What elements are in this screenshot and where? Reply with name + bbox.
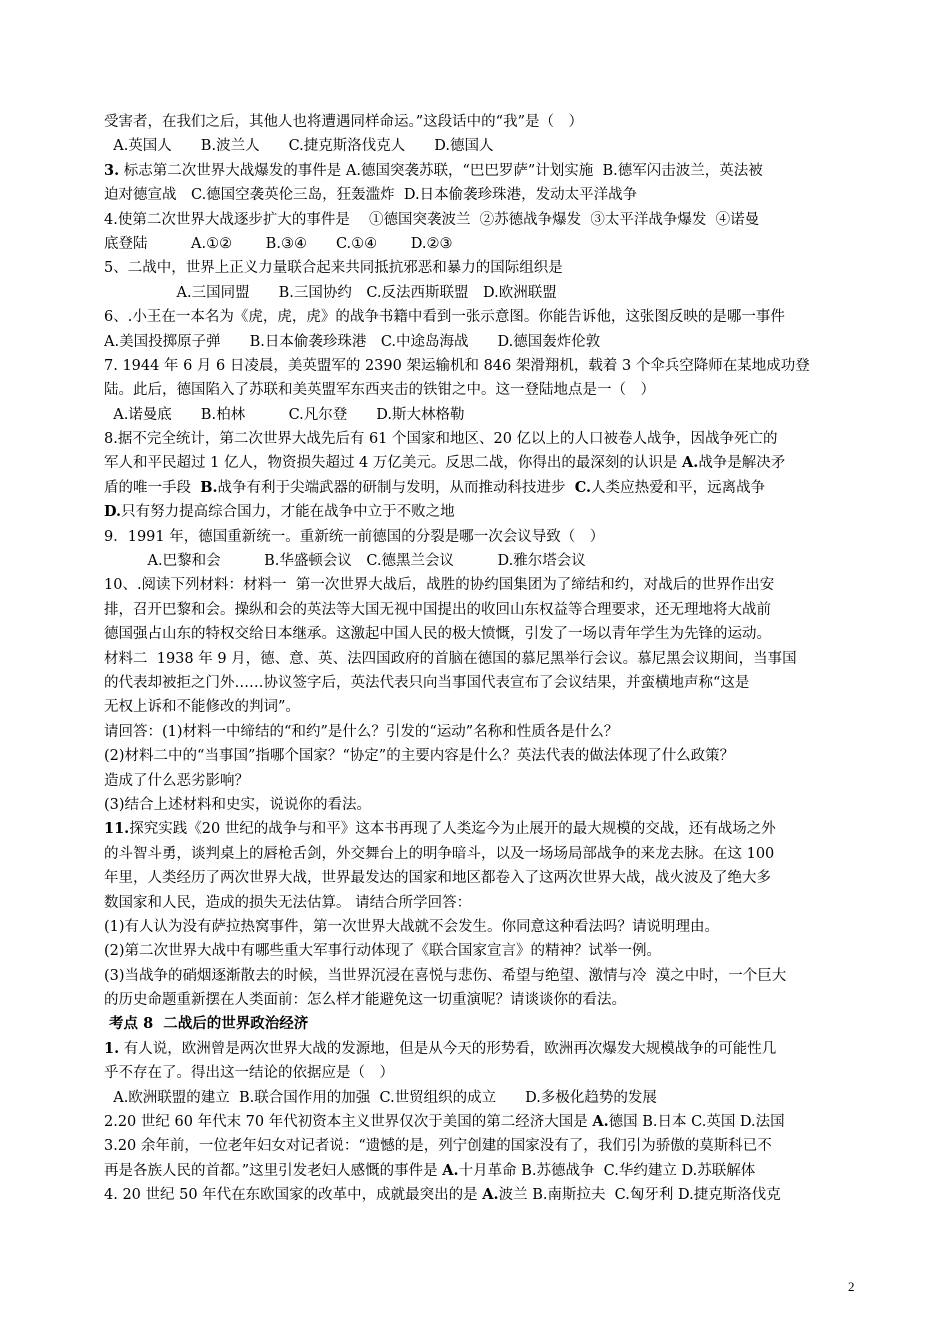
- text-run: A.欧洲联盟的建立 B.联合国作用的加强 C.世贸组织的成立 D.多极化趋势的发展: [104, 1089, 657, 1106]
- text-run: 探究实践《20 世纪的战争与和平》这本书再现了人类迄今为止展开的最大规模的交战，还有战场之外: [129, 821, 776, 838]
- text-line: [104, 208, 864, 232]
- text-line: [104, 1061, 864, 1085]
- text-run: A.: [592, 1113, 609, 1131]
- text-run: 人类应热爱和平，远离战争: [591, 479, 766, 496]
- text-run: A.: [482, 1186, 499, 1204]
- text-run: (3)结合上述材料和史实，说说你的看法。: [104, 796, 372, 813]
- text-run: A.: [682, 454, 699, 472]
- text-run: A.三国同盟 B.三国协约 C.反法西斯联盟 D.欧洲联盟: [104, 284, 557, 301]
- text-run: 6、.小王在一本名为《虎，虎，虎》的战争书籍中看到一张示意图。你能告诉他，这张图反映的是哪一事件: [104, 309, 785, 326]
- text-line: [104, 281, 864, 305]
- text-line: [104, 500, 864, 524]
- text-run: 7. 1944 年 6 月 6 日凌晨，美英盟军的 2390 架运输机和 846 架滑翔机，载着 3 个伞兵空降师在某地成功登: [104, 357, 810, 374]
- text-line: [104, 598, 864, 622]
- text-run: 十月革命 B.苏德战争 C.华约建立 D.苏联解体: [458, 1162, 756, 1179]
- text-run: 战争是解决矛: [698, 455, 786, 472]
- text-line: [104, 183, 864, 207]
- text-run: 造成了什么恶劣影响？: [104, 772, 249, 789]
- text-line: [104, 573, 864, 597]
- text-run: (1)有人认为没有萨拉热窝事件，第一次世界大战就不会发生。你同意这种看法吗？请说明理由。: [104, 918, 720, 935]
- text-run: (3)当战争的硝烟逐渐散去的时候，当世界沉浸在喜悦与悲伤、希望与绝望、激情与冷 漠之中时，一个巨大: [104, 967, 787, 984]
- text-run: (2)材料二中的“当事国”指哪个国家？“协定”的主要内容是什么？英法代表的做法体现了什么政策？: [104, 748, 735, 765]
- text-line: [104, 744, 864, 768]
- text-run: 11.: [104, 820, 130, 838]
- text-line: [104, 891, 864, 915]
- text-run: 军人和平民超过 1 亿人，物资损失超过 4 万亿美元。反思二战，你得出的最深刻的认识是: [104, 455, 682, 472]
- text-run: 的历史命题重新摆在人类面前：怎么样才能避免这一切重演呢？请谈谈你的看法。: [104, 992, 626, 1009]
- text-run: 8.据不完全统计，第二次世界大战先后有 61 个国家和地区、20 亿以上的人口被卷人战争，因战争死亡的: [104, 431, 778, 448]
- text-run: 有人说，欧洲曾是两次世界大战的发源地，但是从今天的形势看，欧洲再次爆发大规模战争的可能性几: [119, 1040, 777, 1057]
- text-run: A.: [442, 1161, 459, 1179]
- text-line: [104, 988, 864, 1012]
- text-line: [104, 842, 864, 866]
- text-run: A.英国人 B.波兰人 C.捷克斯洛伐克人 D.德国人: [104, 138, 494, 155]
- text-run: 迫对德宣战 C.德国空袭英伦三岛，狂轰滥炸 D.日本偷袭珍珠港，发动太平洋战争: [104, 187, 638, 204]
- text-line: [104, 817, 864, 841]
- text-line: [104, 305, 864, 329]
- text-run: 盾的唯一手段: [104, 479, 201, 496]
- text-line: [104, 964, 864, 988]
- text-run: 9．1991 年，德国重新统一。重新统一前德国的分裂是哪一次会议导致（ ）: [104, 528, 605, 545]
- text-run: 1.: [104, 1039, 120, 1057]
- text-run: A.诺曼底 B.柏林 C.凡尔登 D.斯大林格勒: [104, 406, 465, 423]
- text-line: [104, 525, 864, 549]
- text-line: [104, 1037, 864, 1061]
- text-line: [104, 549, 864, 573]
- text-run: 波兰 B.南斯拉夫 C.匈牙利 D.捷克斯洛伐克: [498, 1187, 781, 1204]
- text-run: 德国 B.日本 C.英国 D.法国: [608, 1114, 785, 1131]
- text-line: [104, 1012, 864, 1036]
- text-line: [104, 451, 864, 475]
- text-run: 4.使第二次世界大战逐步扩大的事件是 ①德国突袭波兰 ②苏德战争爆发 ③太平洋战争爆发 ④诺曼: [104, 211, 760, 228]
- text-run: 请回答：(1)材料一中缔结的“和约”是什么？引发的“运动”名称和性质各是什么？: [104, 723, 619, 740]
- page-number: 2: [848, 1279, 855, 1294]
- text-line: [104, 915, 864, 939]
- text-line: [104, 1134, 864, 1158]
- text-run: 材料二 1938 年 9 月，德、意、英、法四国政府的首脑在德国的慕尼黑举行会议。慕尼黑会议期间，当事国: [104, 650, 797, 667]
- text-run: 考点 8 二战后的世界政治经济: [104, 1015, 309, 1033]
- text-line: [104, 695, 864, 719]
- document-body: [104, 110, 864, 1208]
- text-line: [104, 476, 864, 500]
- text-run: 10、.阅读下列材料：材料一 第一次世界大战后，战胜的协约国集团为了缔结和约，对战后的世界作出安: [104, 577, 775, 594]
- text-line: [104, 427, 864, 451]
- text-line: [104, 793, 864, 817]
- text-run: 3.: [104, 161, 120, 179]
- text-run: 2.20 世纪 60 年代末 70 年代初资本主义世界仅次于美国的第二经济大国是: [104, 1114, 593, 1131]
- text-run: 排，召开巴黎和会。操纵和会的英法等大国无视中国提出的收回山东权益等合理要求，还无理地将大战前: [104, 601, 771, 618]
- text-run: 无权上诉和不能修改的判词”。: [104, 699, 300, 716]
- text-line: [104, 1183, 864, 1207]
- text-line: [104, 403, 864, 427]
- text-run: 标志第二次世界大战爆发的事件是 A.德国突袭苏联，“巴巴罗萨”计划实施 B.德军闪击波兰，英法被: [119, 162, 763, 179]
- text-run: A.美国投掷原子弹 B.日本偷袭珍珠港 C.中途岛海战 D.德国轰炸伦敦: [104, 333, 601, 350]
- text-line: [104, 330, 864, 354]
- text-run: 5、二战中，世界上正义力量联合起来共同抵抗邪恶和暴力的国际组织是: [104, 260, 563, 277]
- text-run: 年里，人类经历了两次世界大战，世界最发达的国家和地区都卷入了这两次世界大战，战火波及了绝大多: [104, 870, 771, 887]
- text-run: 战争有利于尖端武器的研制与发明，从而推动科技进步: [217, 479, 575, 496]
- text-line: [104, 1086, 864, 1110]
- text-run: 只有努力提高综合国力，才能在战争中立于不败之地: [121, 504, 455, 521]
- text-line: [104, 134, 864, 158]
- text-run: (2)第二次世界大战中有哪些重大军事行动体现了《联合国家宣言》的精神？试举一例。: [104, 943, 662, 960]
- text-line: [104, 378, 864, 402]
- text-line: [104, 647, 864, 671]
- text-line: [104, 1159, 864, 1183]
- text-run: B.: [200, 478, 218, 496]
- text-run: C.: [574, 478, 592, 496]
- text-run: 的斗智斗勇，谈判桌上的唇枪舌剑，外交舞台上的明争暗斗，以及一场场局部战争的来龙去脉。在这 100: [104, 845, 775, 862]
- text-run: 乎不存在了。得出这一结论的依据应是（ ）: [104, 1065, 394, 1082]
- text-run: 再是各族人民的首都。”这里引发老妇人感慨的事件是: [104, 1162, 443, 1179]
- text-line: [104, 110, 864, 134]
- text-run: D.: [104, 503, 122, 521]
- text-line: [104, 769, 864, 793]
- text-line: [104, 256, 864, 280]
- text-line: [104, 159, 864, 183]
- text-line: [104, 866, 864, 890]
- text-line: [104, 720, 864, 744]
- text-run: 的代表却被拒之门外……协议签字后，英法代表只向当事国代表宣布了会议结果，并蛮横地声称“这是: [104, 674, 750, 691]
- text-run: 陆。此后，德国陷入了苏联和美英盟军东西夹击的铁钳之中。这一登陆地点是一（ ）: [104, 382, 655, 399]
- text-run: 4. 20 世纪 50 年代在东欧国家的改革中，成就最突出的是: [104, 1187, 483, 1204]
- text-run: 数国家和人民，造成的损失无法估算。 请结合所学回答：: [104, 894, 472, 911]
- text-run: 德国强占山东的特权交给日本继承。这激起中国人民的极大愤慨，引发了一场以青年学生为先锋的运动。: [104, 626, 771, 643]
- text-run: A.巴黎和会 B.华盛顿会议 C.德黑兰会议 D.雅尔塔会议: [104, 553, 586, 570]
- text-line: [104, 232, 864, 256]
- text-line: [104, 1110, 864, 1134]
- text-line: [104, 622, 864, 646]
- text-run: 底登陆 A.①② B.③④ C.①④ D.②③: [104, 235, 453, 252]
- text-line: [104, 671, 864, 695]
- text-line: [104, 939, 864, 963]
- text-run: 受害者，在我们之后，其他人也将遭遇同样命运。”这段话中的“我”是（ ）: [104, 114, 583, 130]
- text-line: [104, 354, 864, 378]
- text-run: 3.20 余年前，一位老年妇女对记者说：“遗憾的是，列宁创建的国家没有了，我们引为骄傲的莫斯科已不: [104, 1138, 772, 1155]
